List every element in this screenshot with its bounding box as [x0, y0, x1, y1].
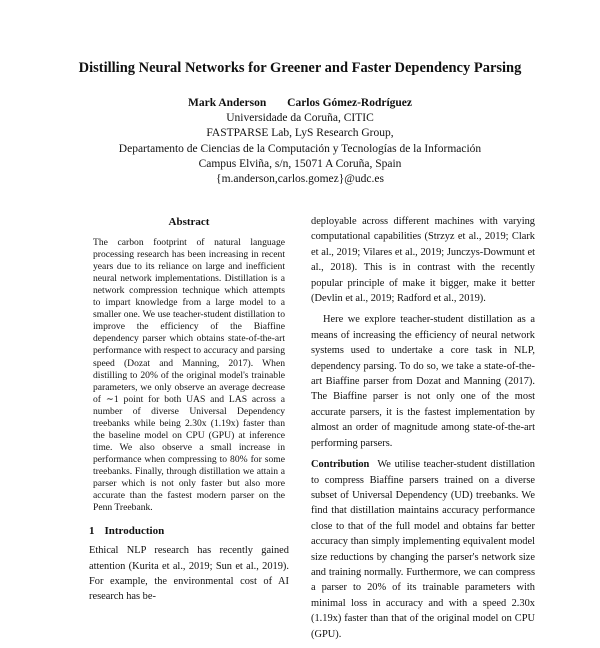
author-name: Carlos Gómez-Rodríguez — [287, 97, 413, 109]
introduction-text: Ethical NLP research has recently gained attention (Kurita et al., 2019; Sun et al., 2019). For example, the environmental cost of AI research has be- — [89, 545, 289, 603]
section-title: Introduction — [104, 525, 165, 538]
abstract-body — [89, 237, 289, 514]
contribution-label: Contribution — [311, 459, 370, 471]
author-block — [0, 96, 600, 187]
contribution-text: We utilise teacher-student distillation to compress Biaffine parsers trained on a diverse subset of Universal Dependency (UD) treebanks. We find that distillation maintains accuracy performance close to that of the full model and obtains far better accuracy than simply implementing equivalent model size reductions by changing the parser's network size and training normally. Furthermore, we can compress a parser to 20% of its trainable parameters with minimal loss in accuracy and with a speed 2.30x (1.19x) faster than that of the original model on CPU (GPU). — [311, 459, 535, 640]
author-names — [0, 96, 600, 111]
paper-title: Distilling Neural Networks for Greener and Faster Dependency Parsing — [78, 60, 522, 76]
paragraph: deployable across different machines with varying computational capabilities (Strzyz et al., 2019; Clark et al., 2019; Vilares et al., 2019; Junczys-Dowmunt et al., 2018). This is in contrast with the recently popular principle of make it bigger, make it better (Devlin et al., 2019; Radford et al., 2019). — [311, 216, 535, 305]
author-email: {m.anderson,carlos.gomez}@udc.es — [216, 173, 384, 186]
abstract-heading: Abstract — [168, 216, 210, 228]
abstract-text: The carbon footprint of natural language processing research has been increasing in recent years due to its reliance on large and inefficient neural network implementations. Distillation is a network compression technique which attempts to impart knowledge from a large model to a smaller one. We use teacher-student distillation to improve the efficiency of the Biaffine dependency parser which obtains state-of-the-art performance with respect to accuracy and parsing speed (Dozat and Manning, 2017). When distilling to 20% of the original model's trainable parameters, we only observe an average decrease of ∼1 point for both UAS and LAS across a number of diverse Universal Dependency treebanks while being 2.30x (1.19x) faster than the baseline model on CPU (GPU) at inference time. We also observe a small increase in performance when compressing to 80% for some treebanks. Finally, through distillation we attain a parser which is not only faster but also more accurate than the fastest modern parser on the Penn Treebank. — [93, 237, 285, 514]
section-heading-introduction — [89, 525, 289, 537]
contribution-paragraph — [311, 457, 535, 642]
affiliation-line: FASTPARSE Lab, LyS Research Group, — [206, 127, 394, 140]
affiliation-line: Campus Elviña, s/n, 15071 A Coruña, Spain — [198, 157, 402, 170]
paragraph: Here we explore teacher-student distillation as a means of increasing the efficiency of neural network systems used to undertake a core task in NLP, dependency parsing. To do so, we take a state-of-the-art Biaffine parser from Dozat and Manning (2017). The Biaffine parser is not only one of the most accurate parsers, it is the fastest implementation by almost an order of magnitude among state-of-the-art performing parsers. — [311, 314, 535, 449]
left-column — [89, 216, 289, 605]
affiliation-line: Departamento de Ciencias de la Computación y Tecnologías de la Información — [118, 142, 482, 155]
right-column — [311, 214, 535, 648]
section-number: 1 — [89, 525, 95, 538]
author-name: Mark Anderson — [187, 97, 267, 109]
affiliation-line: Universidade da Coruña, CITIC — [226, 112, 374, 125]
